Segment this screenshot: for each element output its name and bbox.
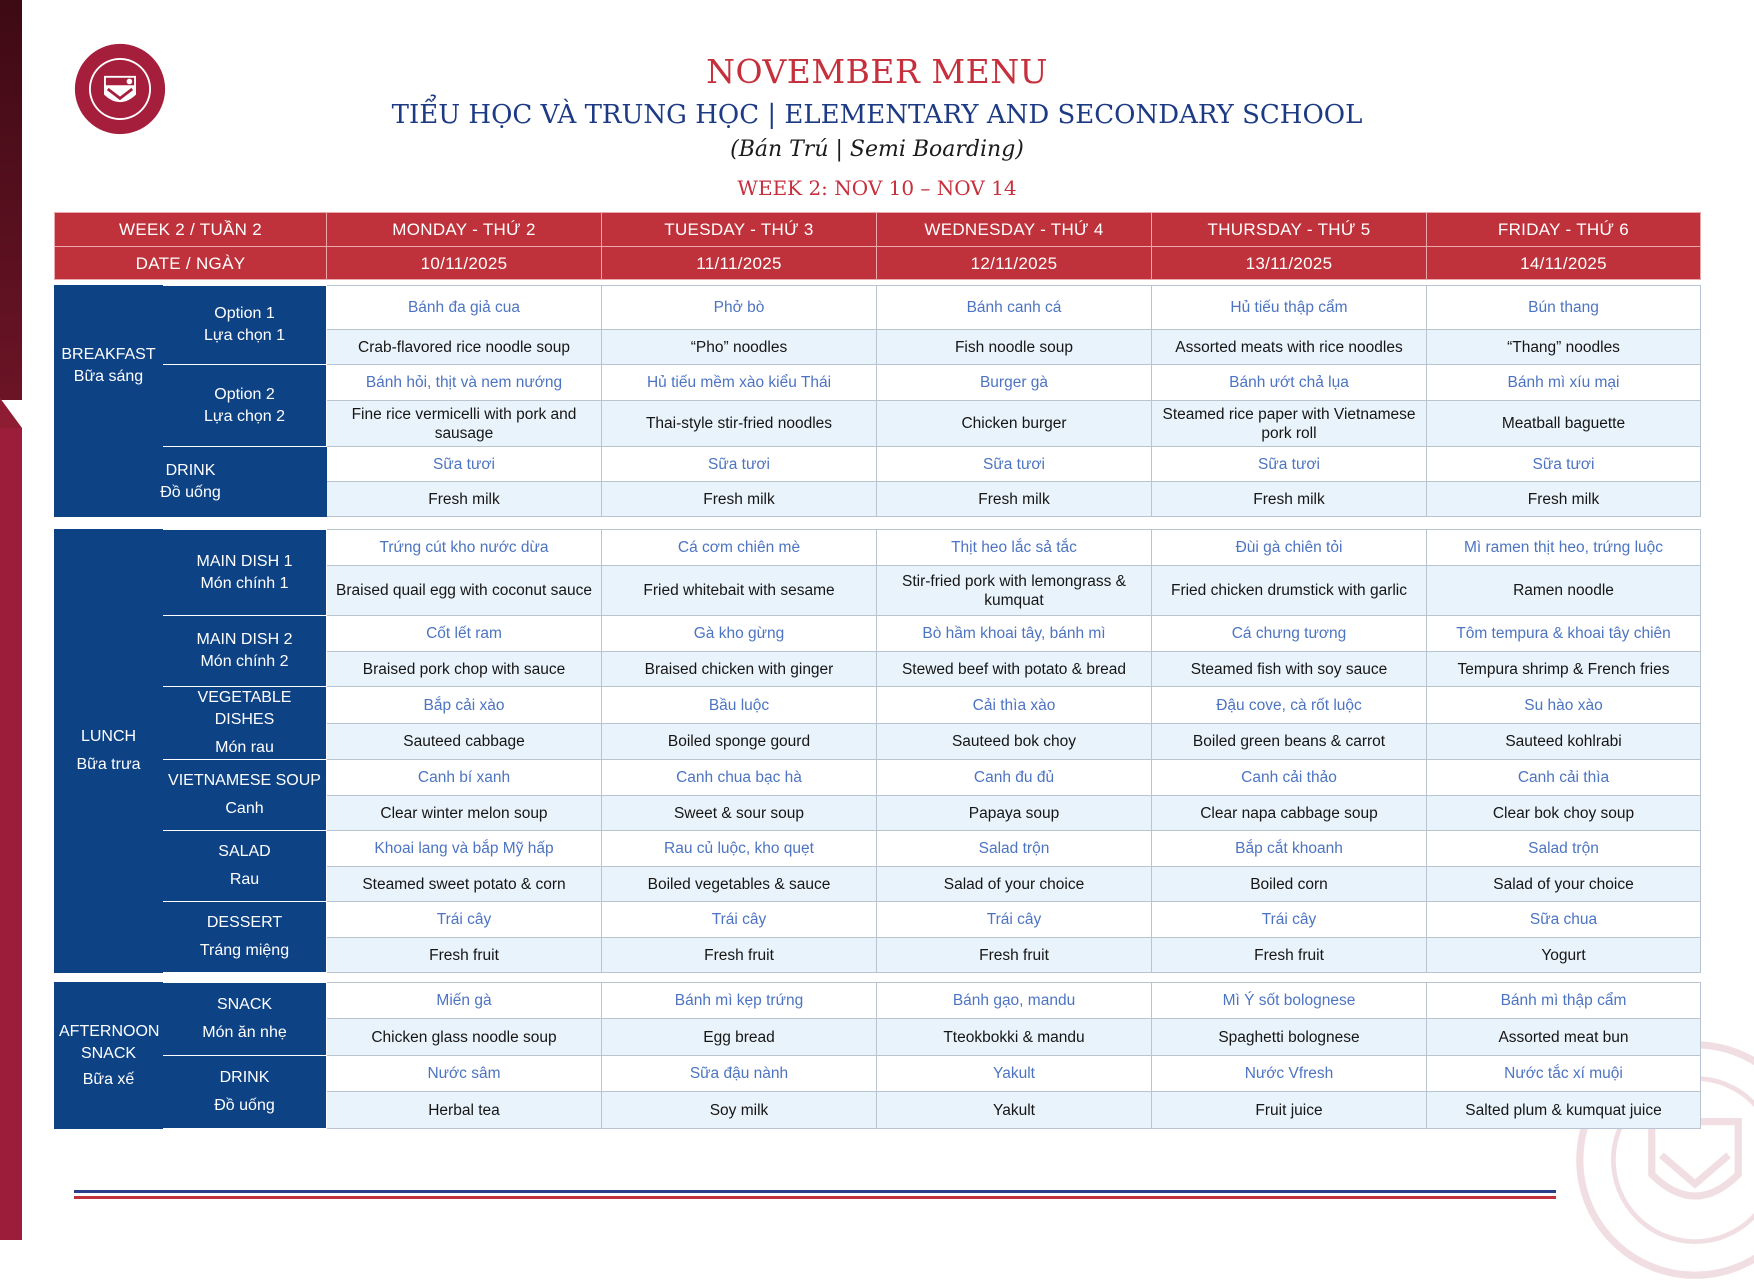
day-date: 13/11/2025 xyxy=(1152,247,1427,280)
soup-label-en: VIETNAMESE SOUP xyxy=(168,772,321,789)
menu-cell-en: Boiled green beans & carrot xyxy=(1152,724,1427,760)
veg-label xyxy=(163,687,327,760)
menu-cell-vn: Sữa tươi xyxy=(327,447,602,482)
menu-cell-en: Braised quail egg with coconut sauce xyxy=(327,566,602,616)
drink-label-vn: Đồ uống xyxy=(160,483,221,501)
menu-cell-vn: Gà kho gừng xyxy=(602,616,877,652)
menu-cell-vn: Bánh đa giả cua xyxy=(327,286,602,330)
salad-label xyxy=(163,831,327,902)
option2-label xyxy=(163,365,327,447)
main1-label-vn: Món chính 1 xyxy=(200,574,289,592)
menu-cell-vn: Nước sâm xyxy=(327,1056,602,1092)
menu-cell-vn: Cải thìa xào xyxy=(877,687,1152,724)
menu-cell-en: “Pho” noodles xyxy=(602,330,877,365)
menu-cell-en: Fresh milk xyxy=(327,482,602,517)
drink-label-en: DRINK xyxy=(165,461,216,479)
menu-cell-vn: Đùi gà chiên tỏi xyxy=(1152,530,1427,566)
menu-cell-vn: Sữa tươi xyxy=(877,447,1152,482)
menu-cell-en: Salted plum & kumquat juice xyxy=(1427,1092,1701,1129)
breakfast-drink-label xyxy=(55,447,327,517)
menu-cell-vn: Bắp cải xào xyxy=(327,687,602,724)
menu-cell-en: Crab-flavored rice noodle soup xyxy=(327,330,602,365)
menu-cell-en: Braised chicken with ginger xyxy=(602,652,877,687)
day-header: MONDAY - THỨ 2 xyxy=(327,213,602,247)
dessert-label-en: DESSERT xyxy=(206,914,283,931)
day-header: THURSDAY - THỨ 5 xyxy=(1152,213,1427,247)
menu-cell-en: Spaghetti bolognese xyxy=(1152,1019,1427,1056)
menu-cell-en: Steamed rice paper with Vietnamese pork roll xyxy=(1152,401,1427,447)
menu-cell-en: Fruit juice xyxy=(1152,1092,1427,1129)
afternoon-drink-label-vn: Đồ uống xyxy=(214,1097,275,1114)
menu-cell-vn: Phở bò xyxy=(602,286,877,330)
menu-cell-en: Soy milk xyxy=(602,1092,877,1129)
option2-label-vn: Lựa chọn 2 xyxy=(204,407,285,425)
menu-cell-en: Braised pork chop with sauce xyxy=(327,652,602,687)
menu-cell-vn: Đậu cove, cà rốt luộc xyxy=(1152,687,1427,724)
day-header: WEDNESDAY - THỨ 4 xyxy=(877,213,1152,247)
footer-red-line xyxy=(74,1196,1556,1199)
option1-label-en: Option 1 xyxy=(214,305,275,322)
menu-cell-en: Salad of your choice xyxy=(877,867,1152,902)
boarding-subtitle: (Bán Trú | Semi Boarding) xyxy=(730,137,1024,162)
afternoon-drink-label-en: DRINK xyxy=(219,1069,270,1086)
menu-cell-en: Fresh milk xyxy=(1152,482,1427,517)
menu-cell-en: Steamed fish with soy sauce xyxy=(1152,652,1427,687)
menu-cell-vn: Nước tắc xí muội xyxy=(1427,1056,1701,1092)
menu-cell-en: Fine rice vermicelli with pork and sausage xyxy=(327,401,602,447)
menu-cell-en: Ramen noodle xyxy=(1427,566,1701,616)
soup-label-vn: Canh xyxy=(225,800,264,817)
menu-cell-en: Stir-fried pork with lemongrass & kumquat xyxy=(877,566,1152,616)
main2-label-en: MAIN DISH 2 xyxy=(196,631,293,648)
day-date: 10/11/2025 xyxy=(327,247,602,280)
afternoon-label-en-1: AFTERNOON xyxy=(59,1022,160,1040)
menu-cell-vn: Mì Ý sốt bolognese xyxy=(1152,983,1427,1019)
menu-cell-en: Boiled vegetables & sauce xyxy=(602,867,877,902)
day-date: 14/11/2025 xyxy=(1427,247,1701,280)
menu-cell-en: Fish noodle soup xyxy=(877,330,1152,365)
menu-cell-en: Chicken burger xyxy=(877,401,1152,447)
menu-cell-vn: Bánh mì kẹp trứng xyxy=(602,983,877,1019)
option1-label-vn: Lựa chọn 1 xyxy=(204,327,285,344)
menu-cell-en: Clear napa cabbage soup xyxy=(1152,796,1427,831)
menu-cell-vn: Su hào xào xyxy=(1427,687,1701,724)
afternoon-snack-table xyxy=(54,982,1701,1129)
menu-cell-en: Sweet & sour soup xyxy=(602,796,877,831)
menu-cell-vn: Bánh mì xíu mại xyxy=(1427,365,1701,401)
menu-cell-vn: Trái cây xyxy=(877,902,1152,938)
footer-blue-line xyxy=(74,1190,1556,1193)
menu-cell-vn: Hủ tiếu mềm xào kiểu Thái xyxy=(602,365,877,401)
menu-cell-en: Fresh fruit xyxy=(602,938,877,973)
soup-label xyxy=(163,760,327,831)
dessert-label xyxy=(163,902,327,973)
menu-cell-en: Thai-style stir-fried noodles xyxy=(602,401,877,447)
main2-label-vn: Món chính 2 xyxy=(200,653,289,670)
afternoon-drink-label xyxy=(163,1056,327,1129)
menu-cell-vn: Cá chưng tương xyxy=(1152,616,1427,652)
menu-cell-vn: Yakult xyxy=(877,1056,1152,1092)
menu-cell-vn: Trứng cút kho nước dừa xyxy=(327,530,602,566)
menu-cell-en: Fresh milk xyxy=(877,482,1152,517)
menu-cell-en: Salad of your choice xyxy=(1427,867,1701,902)
option2-label-en: Option 2 xyxy=(214,385,275,403)
menu-cell-vn: Salad trộn xyxy=(1427,831,1701,867)
lunch-table xyxy=(54,529,1701,973)
day-date: 11/11/2025 xyxy=(602,247,877,280)
menu-cell-vn: Cá cơm chiên mè xyxy=(602,530,877,566)
menu-cell-en: Chicken glass noodle soup xyxy=(327,1019,602,1056)
main1-label xyxy=(163,530,327,616)
snack-label-en: SNACK xyxy=(216,996,273,1013)
lunch-label xyxy=(55,530,163,973)
menu-cell-vn: Sữa tươi xyxy=(1152,447,1427,482)
menu-cell-en: Fried chicken drumstick with garlic xyxy=(1152,566,1427,616)
menu-cell-vn: Bánh hỏi, thịt và nem nướng xyxy=(327,365,602,401)
side-band-notch xyxy=(0,398,22,428)
menu-cell-en: Sauteed cabbage xyxy=(327,724,602,760)
menu-title: NOVEMBER MENU xyxy=(706,52,1048,91)
salad-label-vn: Rau xyxy=(229,871,260,888)
afternoon-label xyxy=(55,983,163,1129)
main1-label-en: MAIN DISH 1 xyxy=(196,552,293,570)
menu-cell-en: Fresh fruit xyxy=(1152,938,1427,973)
side-band-bottom xyxy=(0,428,22,1240)
menu-cell-vn: Hủ tiếu thập cẩm xyxy=(1152,286,1427,330)
menu-cell-en: Egg bread xyxy=(602,1019,877,1056)
breakfast-label xyxy=(55,286,163,447)
school-level-subtitle: TIỂU HỌC VÀ TRUNG HỌC | ELEMENTARY AND SECONDARY SCHOOL xyxy=(391,100,1363,130)
menu-cell-en: Yakult xyxy=(877,1092,1152,1129)
menu-cell-en: Tempura shrimp & French fries xyxy=(1427,652,1701,687)
afternoon-label-vn: Bữa xế xyxy=(82,1070,135,1088)
week-label: WEEK 2 / TUẦN 2 xyxy=(55,213,327,247)
menu-cell-vn: Tôm tempura & khoai tây chiên xyxy=(1427,616,1701,652)
menu-cell-vn: Canh bí xanh xyxy=(327,760,602,796)
menu-cell-en: Boiled sponge gourd xyxy=(602,724,877,760)
menu-cell-en: Assorted meats with rice noodles xyxy=(1152,330,1427,365)
day-header: FRIDAY - THỨ 6 xyxy=(1427,213,1701,247)
menu-cell-en: Fried whitebait with sesame xyxy=(602,566,877,616)
main2-label xyxy=(163,616,327,687)
salad-label-en: SALAD xyxy=(218,843,271,860)
menu-cell-vn: Sữa tươi xyxy=(1427,447,1701,482)
menu-cell-vn: Miến gà xyxy=(327,983,602,1019)
menu-cell-en: Fresh fruit xyxy=(877,938,1152,973)
menu-cell-vn: Canh cải thảo xyxy=(1152,760,1427,796)
menu-cell-vn: Sữa đậu nành xyxy=(602,1056,877,1092)
option1-label xyxy=(163,286,327,365)
menu-cell-en: Steamed sweet potato & corn xyxy=(327,867,602,902)
menu-cell-en: Stewed beef with potato & bread xyxy=(877,652,1152,687)
menu-cell-en: Tteokbokki & mandu xyxy=(877,1019,1152,1056)
menu-cell-vn: Bánh ướt chả lụa xyxy=(1152,365,1427,401)
menu-cell-vn: Trái cây xyxy=(602,902,877,938)
menu-cell-vn: Rau củ luộc, kho quẹt xyxy=(602,831,877,867)
menu-cell-vn: Bắp cắt khoanh xyxy=(1152,831,1427,867)
menu-cell-en: Meatball baguette xyxy=(1427,401,1701,447)
week-range: WEEK 2: NOV 10 – NOV 14 xyxy=(737,176,1017,200)
menu-cell-vn: Canh cải thìa xyxy=(1427,760,1701,796)
day-header: TUESDAY - THỨ 3 xyxy=(602,213,877,247)
menu-cell-en: Yogurt xyxy=(1427,938,1701,973)
lunch-label-vn: Bữa trưa xyxy=(76,756,141,773)
menu-cell-vn: Canh chua bạc hà xyxy=(602,760,877,796)
menu-cell-en: Clear winter melon soup xyxy=(327,796,602,831)
menu-cell-vn: Trái cây xyxy=(327,902,602,938)
breakfast-table xyxy=(54,285,1701,517)
menu-cell-vn: Sữa tươi xyxy=(602,447,877,482)
menu-cell-en: Clear bok choy soup xyxy=(1427,796,1701,831)
menu-cell-en: Sauteed bok choy xyxy=(877,724,1152,760)
menu-cell-vn: Bánh mì thập cẩm xyxy=(1427,983,1701,1019)
menu-cell-en: Herbal tea xyxy=(327,1092,602,1129)
dessert-label-vn: Tráng miệng xyxy=(199,942,290,959)
menu-cell-vn: Nước Vfresh xyxy=(1152,1056,1427,1092)
menu-cell-vn: Burger gà xyxy=(877,365,1152,401)
menu-cell-vn: Bánh canh cá xyxy=(877,286,1152,330)
menu-cell-en: Fresh milk xyxy=(602,482,877,517)
breakfast-label-vn: Bữa sáng xyxy=(73,368,144,385)
menu-cell-vn: Khoai lang và bắp Mỹ hấp xyxy=(327,831,602,867)
veg-label-vn: Món rau xyxy=(215,739,274,756)
menu-cell-vn: Bánh gạo, mandu xyxy=(877,983,1152,1019)
menu-cell-en: Papaya soup xyxy=(877,796,1152,831)
snack-label-vn: Món ăn nhẹ xyxy=(202,1024,287,1041)
day-date: 12/11/2025 xyxy=(877,247,1152,280)
menu-cell-en: Fresh milk xyxy=(1427,482,1701,517)
menu-cell-vn: Mì ramen thịt heo, trứng luộc xyxy=(1427,530,1701,566)
menu-cell-en: Assorted meat bun xyxy=(1427,1019,1701,1056)
menu-cell-vn: Salad trộn xyxy=(877,831,1152,867)
menu-cell-vn: Bầu luộc xyxy=(602,687,877,724)
menu-cell-vn: Sữa chua xyxy=(1427,902,1701,938)
menu-cell-vn: Bò hầm khoai tây, bánh mì xyxy=(877,616,1152,652)
date-label: DATE / NGÀY xyxy=(55,247,327,280)
menu-cell-vn: Bún thang xyxy=(1427,286,1701,330)
menu-header-table xyxy=(54,212,1701,280)
menu-cell-vn: Cốt lết ram xyxy=(327,616,602,652)
menu-cell-en: “Thang” noodles xyxy=(1427,330,1701,365)
veg-label-en: VEGETABLE DISHES xyxy=(197,689,292,728)
menu-cell-vn: Trái cây xyxy=(1152,902,1427,938)
snack-label xyxy=(163,983,327,1056)
menu-cell-vn: Thịt heo lắc sả tắc xyxy=(877,530,1152,566)
menu-cell-vn: Canh đu đủ xyxy=(877,760,1152,796)
menu-cell-en: Fresh fruit xyxy=(327,938,602,973)
menu-cell-en: Boiled corn xyxy=(1152,867,1427,902)
lunch-label-en: LUNCH xyxy=(80,728,137,745)
afternoon-label-en-2: SNACK xyxy=(80,1044,137,1062)
breakfast-label-en: BREAKFAST xyxy=(61,346,156,363)
menu-cell-en: Sauteed kohlrabi xyxy=(1427,724,1701,760)
